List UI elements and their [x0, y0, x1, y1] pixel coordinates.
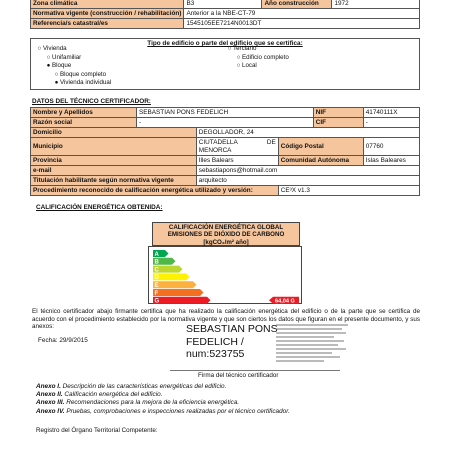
list-item-label: Unifamiliar [52, 53, 82, 61]
annex-label: Anexo II. [36, 391, 63, 399]
nif-label: NIF [313, 108, 363, 118]
nif-value: 41740111X [363, 108, 419, 118]
rating-header-line1: CALIFICACIÓN ENERGÉTICA GLOBAL [168, 223, 284, 231]
rating-bar-label: F [154, 290, 159, 297]
rating-result-label: 64,04 G [275, 298, 295, 305]
list-item[interactable] [36, 71, 111, 80]
annex-text: Calificación energética del edificio. [62, 391, 163, 399]
province-label: Provincia [31, 156, 197, 166]
cif-label: CIF [313, 118, 363, 128]
building-type-title: Tipo de edificio o parte del edificio que se certifica: [147, 40, 303, 47]
signature-block [178, 321, 332, 369]
annex-label: Anexo IV. [36, 407, 65, 415]
annex-text: Pruebas, comprobaciones e inspecciones realizadas por el técnico certificador. [64, 407, 290, 415]
radio-icon: ○ [54, 70, 59, 78]
rating-header [152, 222, 300, 246]
regulation-value: Anterior a la NBE-CT-79 [184, 9, 420, 19]
qualification-value: arquitecto [196, 176, 419, 186]
annex-text: Recomendaciones para la mejora de la eficiencia energética. [64, 399, 240, 407]
procedure-value: CE³X v1.3 [278, 186, 419, 196]
digital-signature-details-image [274, 321, 356, 365]
regulation-label: Normativa vigente (construcción / rehabilitación) [31, 9, 184, 19]
list-item[interactable] [36, 54, 111, 63]
list-item-label: Local [242, 62, 257, 70]
signature-name-line1: SEBASTIAN PONS [186, 323, 278, 335]
certifier-table [30, 107, 420, 196]
radio-icon: ○ [37, 45, 42, 52]
table-row [31, 166, 420, 176]
email-label: e-mail [31, 166, 197, 176]
list-item[interactable] [36, 79, 111, 88]
annex-list [36, 383, 290, 416]
list-item-label: Vivienda [43, 45, 67, 52]
rating-chart [148, 246, 302, 304]
community-value: Islas Baleares [363, 156, 419, 166]
table-row [31, 128, 420, 138]
rating-bar-label: B [154, 259, 159, 266]
annex-label: Anexo I. [36, 383, 61, 390]
list-item-label: Bloque completo [60, 70, 107, 78]
postal-code-value: 07760 [363, 138, 419, 156]
signature-name-line2: FEDELICH / [186, 335, 244, 348]
list-item [36, 391, 290, 399]
table-row [31, 118, 420, 128]
table-row [31, 9, 420, 19]
list-item-label: Bloque [52, 62, 72, 70]
year-value: 1972 [332, 0, 420, 9]
rating-bar-label: C [154, 267, 159, 274]
municipality-line1: CIUTADELLA [198, 139, 238, 147]
list-item[interactable] [226, 62, 289, 71]
year-label: Año construcción [262, 0, 332, 9]
climate-zone-value: B3 [184, 0, 262, 9]
list-item[interactable] [36, 45, 111, 54]
cadastral-value: 1545105EE7214N0013DT [184, 19, 420, 29]
razon-label: Razón social [31, 118, 137, 128]
address-label: Domicilio [31, 128, 197, 138]
radio-icon: ○ [46, 53, 51, 61]
table-row [31, 176, 420, 186]
annex-text: Descripción de las características energéticas del edificio. [60, 383, 227, 390]
name-label: Nombre y Apellidos [31, 108, 137, 118]
radio-icon: ○ [236, 53, 241, 61]
rating-bar-label: A [154, 251, 159, 258]
rating-bar-label: D [154, 275, 159, 282]
list-item-label: Vivienda individual [60, 79, 112, 87]
registry-text: Registro del Órgano Territorial Competente: [36, 427, 158, 434]
list-item[interactable] [36, 62, 111, 71]
municipality-label: Municipio [31, 138, 197, 156]
table-row [31, 108, 420, 118]
postal-code-label: Código Postal [278, 138, 363, 156]
radio-selected-icon: ● [54, 79, 59, 87]
table-row [31, 138, 420, 156]
table-row [31, 0, 420, 9]
cadastral-label: Referencia/s catastral/es [31, 19, 184, 29]
rating-header-line2: EMISIONES DE DIÓXIDO DE CARBONO [167, 231, 285, 239]
signature-caption: Firma del técnico certificador [198, 372, 279, 379]
list-item-label: Edificio completo [242, 53, 289, 61]
date-text: Fecha: 29/9/2015 [38, 337, 88, 344]
table-row [31, 156, 420, 166]
address-value: DEGOLLADOR, 24 [196, 128, 419, 138]
municipality-value [196, 138, 278, 156]
email-value: sebastiapons@hotmail.com [196, 166, 419, 176]
annex-label: Anexo III. [36, 399, 65, 407]
rating-bar-label: E [154, 283, 159, 289]
signature-underline [170, 370, 340, 371]
table-row [31, 186, 420, 196]
building-type-left-list [36, 45, 111, 88]
building-data-table [30, 0, 420, 29]
municipality-line2: MENORCA [198, 146, 232, 154]
signature-name-line3: num:523755 [186, 348, 245, 360]
radio-selected-icon: ● [46, 62, 51, 70]
list-item[interactable] [226, 54, 289, 63]
qualification-label: Titulación habilitante según normativa vigente [31, 176, 197, 186]
climate-zone-label: Zona climática [31, 0, 184, 9]
radio-icon: ○ [236, 62, 241, 70]
table-row [31, 19, 420, 29]
list-item [36, 399, 290, 407]
rating-bar-g [153, 297, 211, 304]
certifier-section-title: DATOS DEL TÉCNICO CERTIFICADOR: [32, 98, 151, 105]
cif-value: - [363, 118, 419, 128]
list-item[interactable] [226, 45, 289, 54]
razon-value: - [137, 118, 314, 128]
signature-name [186, 323, 278, 361]
list-item [36, 383, 290, 391]
rating-scale-svg [149, 247, 303, 305]
rating-section-title: CALIFICACIÓN ENERGÉTICA OBTENIDA: [36, 204, 163, 211]
province-value: Illes Balears [196, 156, 278, 166]
declaration-text: El técnico certificador abajo firmante certifica que ha realizado la calificación energética del edificio o de la parte que se certifica de acuerdo con el procedimiento establecido por la normativa vigente y que son ciertos los datos que figuran en el presente documento, y sus anexos: [32, 308, 420, 331]
procedure-label: Procedimiento reconocido de calificación energética utilizado y versión: [31, 186, 279, 196]
municipality-de: DE [266, 139, 276, 147]
rating-bar-f [153, 289, 204, 296]
rating-bar-label: G [154, 298, 160, 305]
rating-bar-e [153, 281, 197, 288]
building-type-right-list [226, 45, 289, 71]
list-item-label: Terciario [233, 45, 257, 52]
name-value: SEBASTIAN PONS FEDELICH [137, 108, 314, 118]
rating-header-unit: [kgCO₂/m² año] [203, 238, 249, 246]
community-label: Comunidad Autónoma [278, 156, 363, 166]
radio-icon: ○ [227, 45, 232, 52]
list-item [36, 408, 290, 416]
